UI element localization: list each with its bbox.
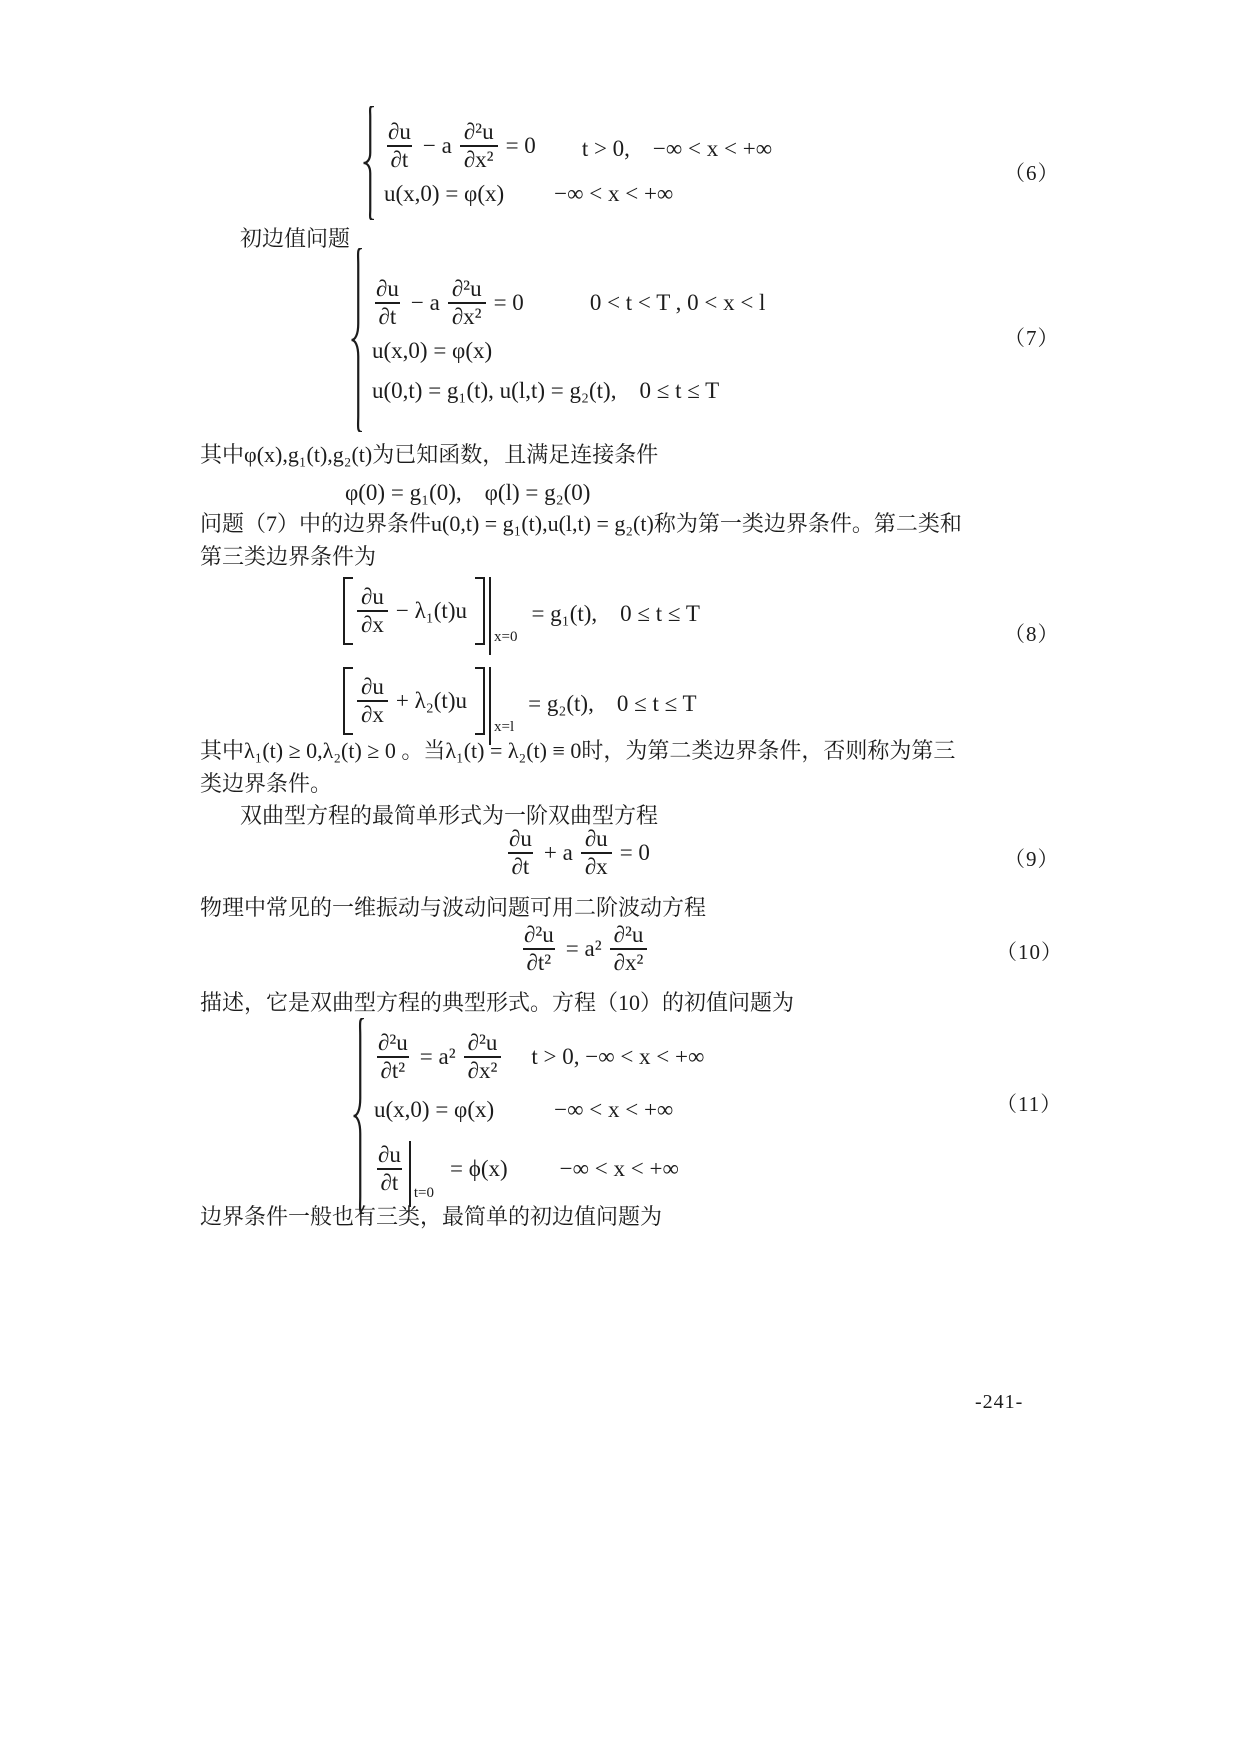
fraction xyxy=(581,826,612,880)
equation-6-row-1 xyxy=(384,119,772,173)
equation-number-10: （10） xyxy=(996,940,1063,964)
math-rhs: = g₂(t), 0 ≤ t ≤ T xyxy=(528,690,697,716)
paragraph-describe: 描述，它是双曲型方程的典型形式。方程（10）的初值问题为 xyxy=(200,990,795,1015)
fraction xyxy=(460,119,498,173)
evaluation-subscript: x=l xyxy=(493,718,515,735)
paragraph-line: 其中λ₁(t) ≥ 0,λ₂(t) ≥ 0 。当λ₁(t) = λ₂(t) ≡ 0时，为第二类边界条件，否则称为第三 xyxy=(200,738,956,763)
frac-numerator: ∂u xyxy=(376,275,399,301)
math-operator: + λ₂(t)u xyxy=(395,688,467,713)
equation-number-9: （9） xyxy=(1004,847,1060,871)
math-operator: − a xyxy=(422,133,452,158)
frac-numerator: ∂²u xyxy=(378,1030,408,1055)
fraction xyxy=(357,674,388,728)
paragraph-initial-boundary-heading: 初边值问题 xyxy=(240,226,351,251)
frac-numerator: ∂u xyxy=(509,826,532,851)
equation-9-block xyxy=(505,826,650,880)
frac-denominator: ∂t xyxy=(387,145,413,173)
frac-denominator: ∂x² xyxy=(610,948,648,976)
evaluation-subscript: x=0 xyxy=(493,628,518,645)
fraction xyxy=(464,1030,502,1084)
left-brace-icon xyxy=(362,106,377,220)
paragraph-known-functions: 其中φ(x),g₁(t),g₂(t)为已知函数，且满足连接条件 xyxy=(200,442,659,467)
paragraph-line: 问题（7）中的边界条件u(0,t) = g₁(t),u(l,t) = g₂(t)称为第一类边界条件。第二类和 xyxy=(200,511,962,536)
math-operator: − a xyxy=(410,289,440,315)
connection-condition-equation: φ(0) = g₁(0), φ(l) = g₂(0) xyxy=(345,480,591,505)
fraction xyxy=(610,922,648,976)
math-expression: u(0,t) = g₁(t), u(l,t) = g₂(t), 0 ≤ t ≤ T xyxy=(372,377,720,403)
equation-number-11: （11） xyxy=(996,1092,1063,1116)
math-rhs: = 0 xyxy=(505,133,536,158)
fraction xyxy=(372,276,403,330)
frac-numerator: ∂u xyxy=(361,584,384,609)
equation-8-row-2 xyxy=(343,662,700,740)
math-rhs: = 0 xyxy=(619,840,650,865)
equation-6-rows xyxy=(384,119,772,207)
condition-text: t > 0, −∞ < x < +∞ xyxy=(531,1044,705,1069)
left-brace-icon xyxy=(350,248,365,432)
equation-10-block xyxy=(520,922,647,976)
frac-denominator: ∂t² xyxy=(523,948,556,976)
equation-7-row-2 xyxy=(372,338,765,364)
equation-6-system xyxy=(362,106,772,220)
math-expression: u(x,0) = φ(x) xyxy=(372,337,493,363)
frac-numerator: ∂²u xyxy=(467,1030,498,1055)
math-expression: u(x,0) = φ(x) xyxy=(384,181,505,206)
fraction xyxy=(384,119,415,173)
condition-text: 0 < t < T , 0 < x < l xyxy=(589,289,766,315)
fraction xyxy=(505,826,536,880)
frac-numerator: ∂²u xyxy=(524,922,554,947)
frac-numerator: ∂u xyxy=(584,826,608,851)
frac-numerator: ∂²u xyxy=(451,275,482,301)
equation-8-row-1 xyxy=(343,572,700,650)
equation-6-row-2 xyxy=(384,181,772,207)
equation-7-rows xyxy=(372,276,765,405)
equation-11-rows xyxy=(374,1030,704,1202)
math-operator: = a² xyxy=(419,1044,456,1069)
frac-denominator: ∂x² xyxy=(448,302,486,330)
frac-numerator: ∂u xyxy=(378,1142,401,1167)
left-bracket-icon xyxy=(343,577,353,645)
math-expression: u(x,0) = φ(x) xyxy=(374,1097,495,1122)
math-rhs: = 0 xyxy=(493,289,524,315)
page-number: -241- xyxy=(975,1391,1024,1413)
equation-7-row-1 xyxy=(372,276,765,330)
frac-denominator: ∂x xyxy=(357,700,388,728)
evaluation-subscript: t=0 xyxy=(413,1184,435,1201)
fraction xyxy=(374,1142,405,1196)
fraction xyxy=(448,276,486,330)
paragraph-line: 第三类边界条件为 xyxy=(200,544,377,569)
left-bracket-icon xyxy=(343,667,353,735)
frac-denominator: ∂x² xyxy=(464,1056,502,1084)
left-brace-icon xyxy=(352,1018,367,1214)
math-rhs: = g₁(t), 0 ≤ t ≤ T xyxy=(531,600,700,626)
condition-text: −∞ < x < +∞ xyxy=(554,181,674,206)
equation-11-row-1 xyxy=(374,1030,704,1084)
equation-11-row-2 xyxy=(374,1097,704,1123)
equation-number-6: （6） xyxy=(1004,161,1060,185)
frac-numerator: ∂u xyxy=(361,674,384,699)
right-bracket-icon xyxy=(475,577,485,645)
fraction xyxy=(357,584,388,638)
frac-denominator: ∂t xyxy=(377,1168,403,1196)
paragraph-line: 类边界条件。 xyxy=(200,771,333,796)
evaluation-bar-icon xyxy=(489,577,491,655)
paragraph-problem7 xyxy=(200,507,962,573)
condition-text: −∞ < x < +∞ xyxy=(554,1097,674,1122)
fraction xyxy=(374,1030,412,1084)
frac-denominator: ∂x xyxy=(357,610,388,638)
frac-denominator: ∂x² xyxy=(460,145,498,173)
paragraph-physics: 物理中常见的一维振动与波动问题可用二阶波动方程 xyxy=(200,895,707,920)
frac-denominator: ∂x xyxy=(581,852,612,880)
frac-numerator: ∂²u xyxy=(463,119,494,144)
evaluation-bar-icon xyxy=(409,1141,411,1207)
equation-7-row-3 xyxy=(372,372,765,405)
equation-8-block xyxy=(343,572,700,740)
condition-text: −∞ < x < +∞ xyxy=(559,1156,679,1181)
equation-number-8: （8） xyxy=(1004,622,1060,646)
paragraph-hyperbolic: 双曲型方程的最简单形式为一阶双曲型方程 xyxy=(240,803,659,828)
paragraph-boundary: 边界条件一般也有三类，最简单的初边值问题为 xyxy=(200,1204,663,1229)
frac-denominator: ∂t² xyxy=(377,1056,410,1084)
frac-numerator: ∂²u xyxy=(613,922,644,947)
equation-7-system xyxy=(350,248,765,432)
frac-denominator: ∂t xyxy=(375,302,401,330)
equation-number-7: （7） xyxy=(1004,326,1060,350)
math-operator: + a xyxy=(543,840,573,865)
condition-text: t > 0, −∞ < x < +∞ xyxy=(581,135,773,161)
frac-denominator: ∂t xyxy=(508,852,534,880)
paragraph-lambda xyxy=(200,734,955,800)
fraction xyxy=(520,922,558,976)
right-bracket-icon xyxy=(475,667,485,735)
equation-11-system xyxy=(352,1018,704,1214)
math-operator: = a² xyxy=(565,936,602,961)
equation-11-row-3 xyxy=(374,1136,704,1202)
math-operator: − λ₁(t)u xyxy=(395,598,467,623)
math-rhs: = ϕ(x) xyxy=(450,1156,508,1181)
frac-numerator: ∂u xyxy=(388,119,411,144)
